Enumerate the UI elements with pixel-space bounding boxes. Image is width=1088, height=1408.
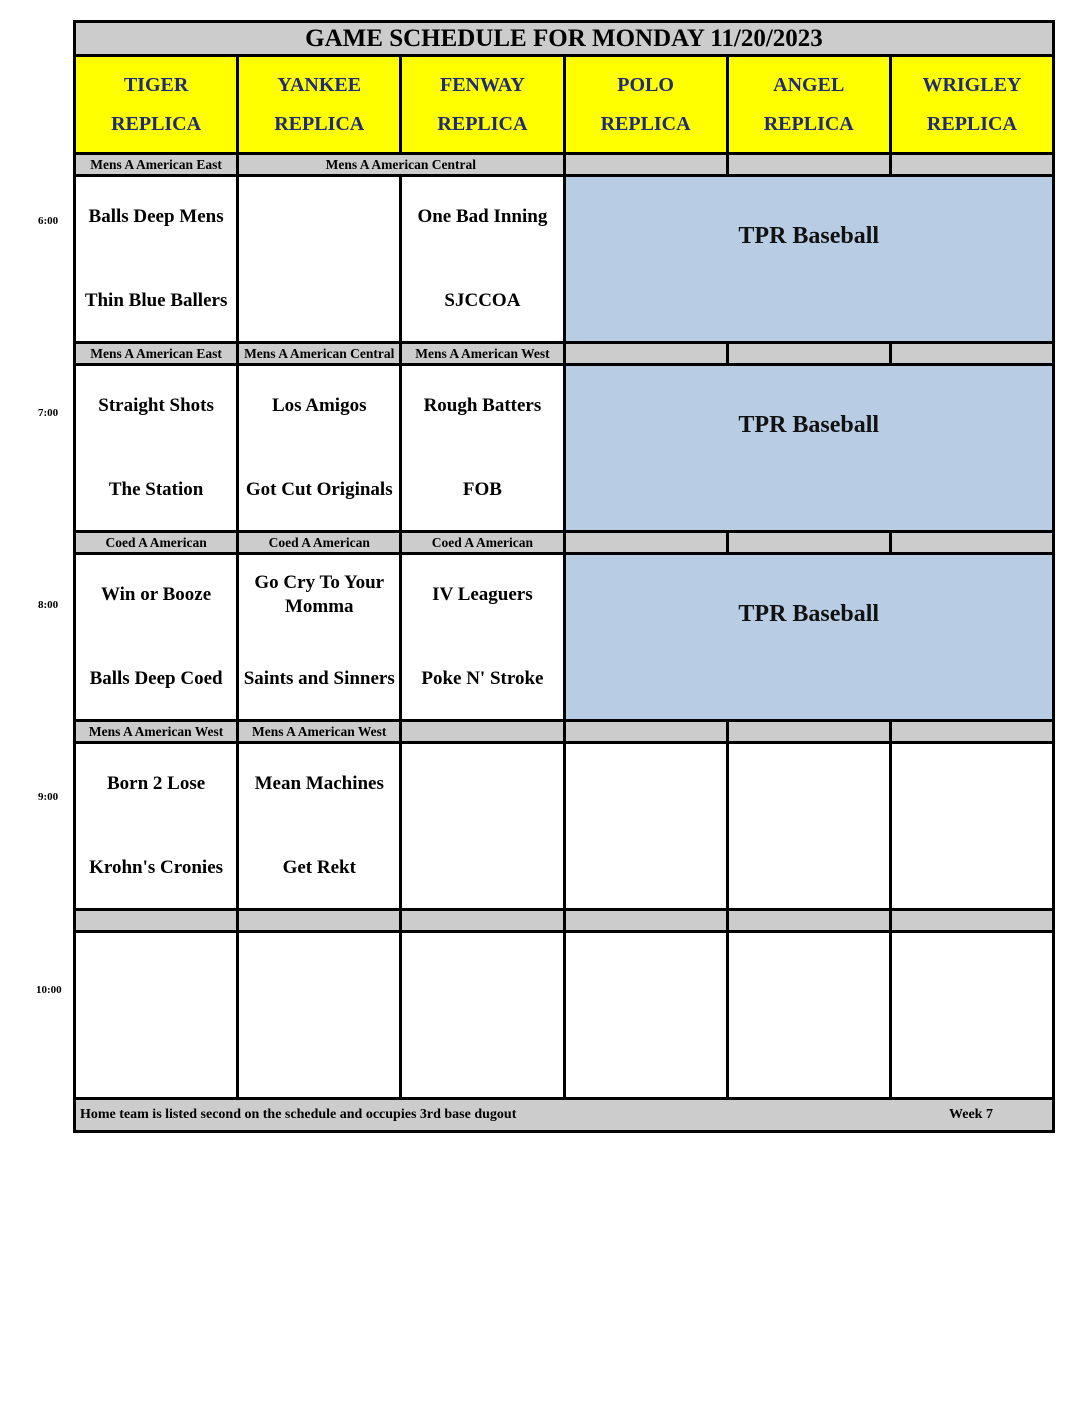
division-label [892,911,1055,933]
away-team [566,760,726,808]
division-label [402,911,565,933]
away-team: Balls Deep Mens [88,206,224,227]
division-label [402,722,565,744]
time-label: 6:00 [38,215,59,227]
time-label: 9:00 [38,791,59,803]
game-cell [76,933,239,1100]
game-cell [729,933,892,1100]
division-label [892,155,1055,177]
field-header [566,57,729,155]
game-cell [239,366,402,533]
division-label [729,155,892,177]
division-label: Mens A American West [76,722,239,744]
schedule-title: GAME SCHEDULE FOR MONDAY 11/20/2023 [73,20,1055,57]
home-team [729,1033,889,1081]
time-label: 8:00 [38,599,59,611]
home-team [566,1033,726,1081]
away-team: Los Amigos [271,395,367,416]
field-subtitle: REPLICA [274,112,365,135]
away-team [402,760,562,808]
field-subtitle: REPLICA [437,112,528,135]
division-label [892,344,1055,366]
game-cell [239,555,402,722]
division-row [73,155,1055,177]
field-subtitle: REPLICA [763,112,854,135]
week-label: Week 7 [949,1107,993,1122]
home-team: SJCCOA [444,290,521,311]
division-label: Mens A American West [239,722,402,744]
field-header [892,57,1055,155]
away-team: One Bad Inning [417,206,548,227]
home-team [402,844,562,892]
division-label [566,344,729,366]
game-schedule [73,20,1055,1133]
away-team: Win or Booze [101,584,212,605]
away-team: Mean Machines [254,773,384,794]
game-row [73,177,1055,344]
home-team: Saints and Sinners [243,668,395,689]
home-team [239,277,399,325]
home-team: Thin Blue Ballers [84,290,228,311]
division-label: Coed A American [239,533,402,555]
game-row [73,744,1055,911]
home-team [402,1033,562,1081]
game-cell [566,933,729,1100]
field-name: WRIGLEY [922,73,1022,96]
away-team: IV Leaguers [432,584,533,605]
game-cell [239,744,402,911]
game-cell [76,555,239,722]
schedule-footer [73,1100,1055,1133]
game-cell [76,366,239,533]
field-name: FENWAY [439,73,525,96]
division-label: Mens A American East [76,344,239,366]
game-row [73,555,1055,722]
home-team: Balls Deep Coed [89,668,223,689]
game-cell [76,744,239,911]
division-label: Coed A American [76,533,239,555]
time-label: 10:00 [36,984,62,996]
division-label [566,911,729,933]
game-cell [239,177,402,344]
game-cell [239,933,402,1100]
away-team [892,949,1052,997]
away-team [402,949,562,997]
home-team [729,844,889,892]
field-subtitle: REPLICA [600,112,691,135]
division-label [729,533,892,555]
division-label [729,722,892,744]
home-team: Got Cut Originals [245,479,393,500]
division-row [73,533,1055,555]
home-team [239,1033,399,1081]
home-team [892,1033,1052,1081]
field-header [76,57,239,155]
home-team: Krohn's Cronies [89,857,224,878]
game-cell [402,177,565,344]
away-team [729,760,889,808]
division-row [73,344,1055,366]
home-team: The Station [108,479,204,500]
division-label [892,533,1055,555]
division-label [892,722,1055,744]
division-row [73,911,1055,933]
division-label [729,344,892,366]
division-label [239,911,402,933]
reserved-block: TPR Baseball [566,366,1056,533]
division-label: Mens A American East [76,155,239,177]
game-row [73,933,1055,1100]
division-label [729,911,892,933]
division-label [566,533,729,555]
away-team [892,760,1052,808]
away-team: Rough Batters [423,395,542,416]
division-label: Mens A American Central [239,155,565,177]
division-label [76,911,239,933]
home-team [566,844,726,892]
away-team [76,949,236,997]
field-name: TIGER [123,73,189,96]
game-row [73,366,1055,533]
division-label: Mens A American West [402,344,565,366]
field-header-row [73,57,1055,155]
home-team: Poke N' Stroke [421,668,544,689]
division-label: Mens A American Central [239,344,402,366]
game-cell [402,744,565,911]
game-cell [402,366,565,533]
game-cell [566,744,729,911]
home-team: FOB [462,479,502,500]
field-header [402,57,565,155]
division-label [566,722,729,744]
game-cell [402,933,565,1100]
reserved-block: TPR Baseball [566,555,1056,722]
field-subtitle: REPLICA [111,112,202,135]
game-cell [76,177,239,344]
away-team [239,949,399,997]
division-label [566,155,729,177]
reserved-block: TPR Baseball [566,177,1056,344]
field-subtitle: REPLICA [926,112,1017,135]
game-cell [729,744,892,911]
field-name: YANKEE [277,73,362,96]
game-cell [892,744,1055,911]
field-name: ANGEL [773,73,845,96]
home-team [76,1033,236,1081]
field-header [239,57,402,155]
game-cell [892,933,1055,1100]
away-team: Born 2 Lose [106,773,206,794]
field-header [729,57,892,155]
division-row [73,722,1055,744]
away-team: Straight Shots [98,395,214,416]
home-team [892,844,1052,892]
away-team: Go Cry To Your Momma [254,572,385,617]
field-name: POLO [617,73,674,96]
time-label: 7:00 [38,407,59,419]
division-label: Coed A American [402,533,565,555]
home-team: Get Rekt [282,857,356,878]
home-team-note: Home team is listed second on the schedule and occupies 3rd base dugout [80,1107,517,1122]
away-team [729,949,889,997]
away-team [239,193,399,241]
game-cell [402,555,565,722]
away-team [566,949,726,997]
